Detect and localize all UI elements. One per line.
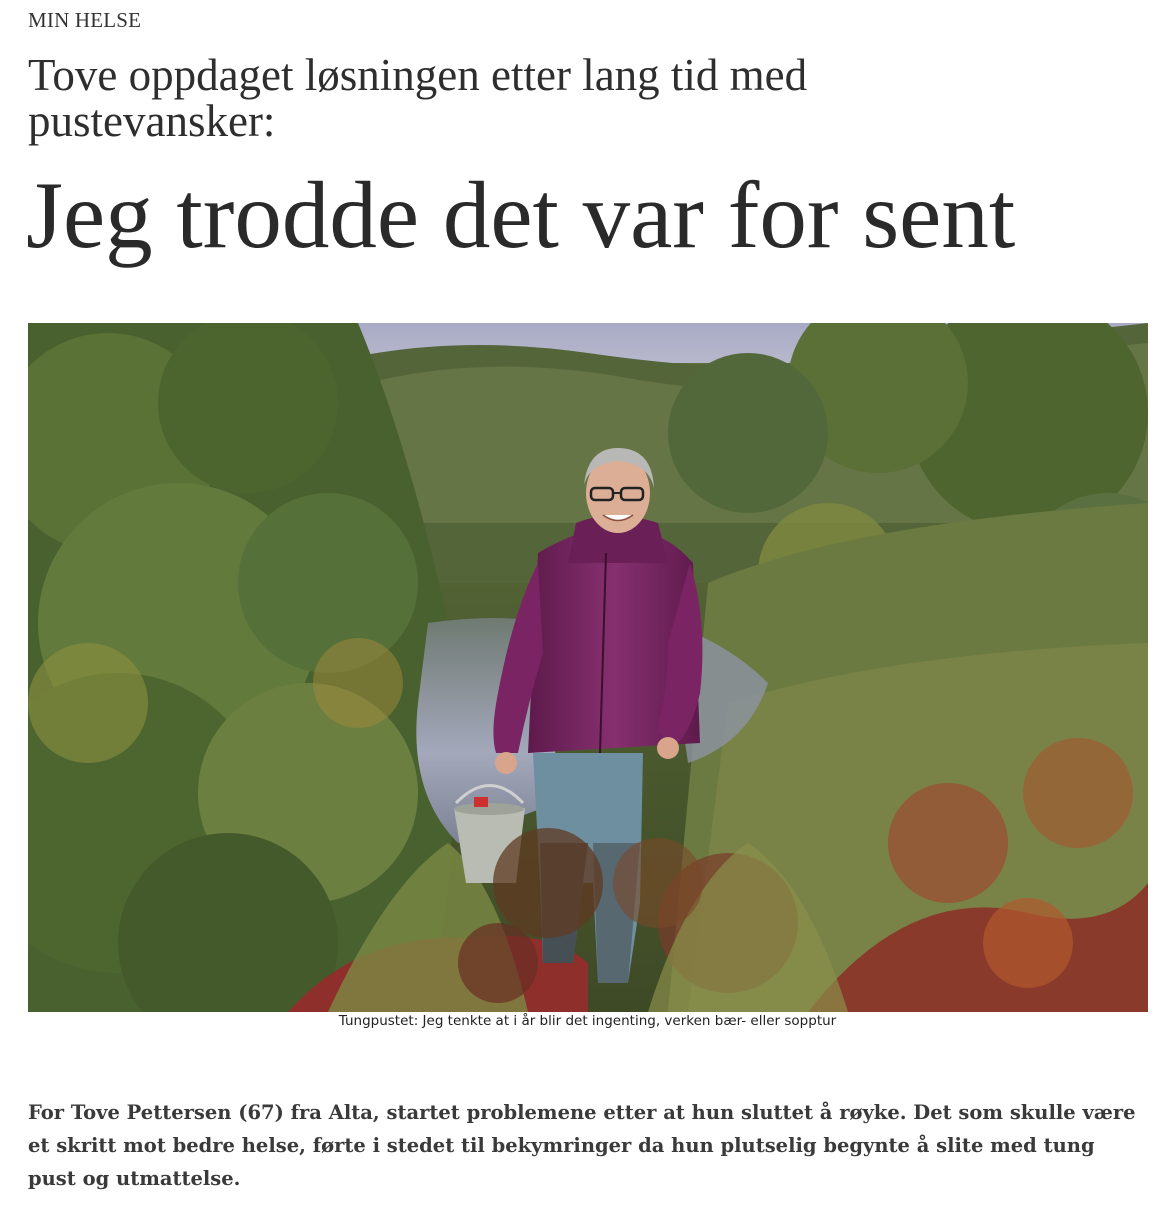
article-photo[interactable] [28, 323, 1148, 1012]
photo-caption: Tungpustet: Jeg tenkte at i år blir det ingenting, verken bær- eller sopptur [338, 1013, 837, 1029]
photo-illustration [28, 323, 1148, 1012]
article-lead: For Tove Pettersen (67) fra Alta, startet problemene etter at hun sluttet å røyke. Det som skulle være et skritt mot bedre helse, førte i stedet til bekymringer da hun plutselig begynte å slite med tung pust og utmattelse. [28, 1101, 1136, 1190]
article-headline: Jeg trodde det var for sent [26, 162, 1016, 268]
article-kicker: Tove oppdaget løsningen etter lang tid med pustevansker: [28, 50, 808, 146]
section-label[interactable]: MIN HELSE [28, 8, 142, 32]
